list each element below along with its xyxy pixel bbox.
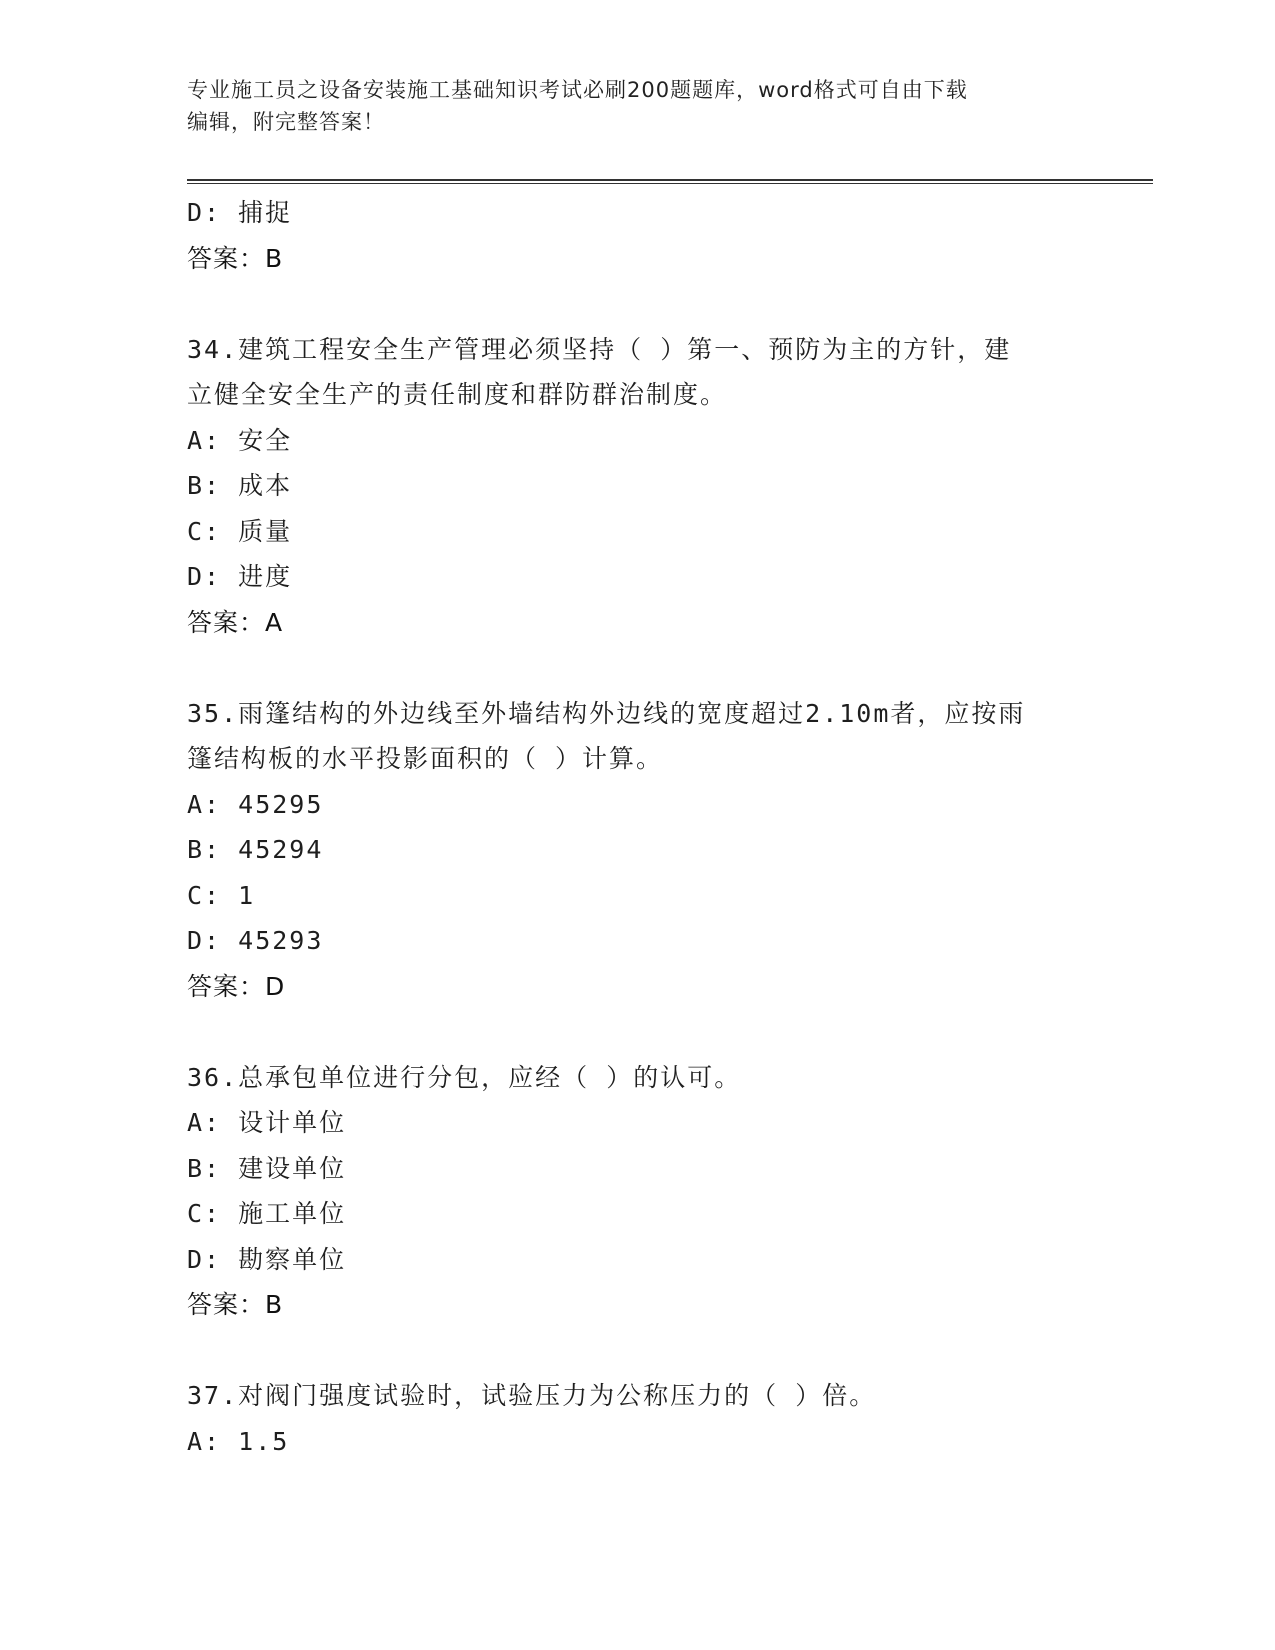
question-36 bbox=[187, 1055, 1147, 1328]
option-d: D: 勘察单位 bbox=[187, 1244, 347, 1274]
answer: 答案：D bbox=[187, 971, 286, 1001]
question-35 bbox=[187, 691, 1147, 1010]
option-a: A: 1.5 bbox=[187, 1426, 290, 1456]
question-34 bbox=[187, 327, 1147, 646]
header-title-line-2: 编辑，附完整答案！ bbox=[187, 110, 385, 134]
prev-answer: 答案：B bbox=[187, 243, 284, 273]
option-a: A: 设计单位 bbox=[187, 1108, 347, 1137]
question-stem-cont: 篷结构板的水平投影面积的（ ）计算。 bbox=[187, 744, 664, 773]
question-37 bbox=[187, 1373, 1147, 1464]
option-c: C: 质量 bbox=[187, 516, 293, 546]
answer: 答案：A bbox=[187, 607, 284, 637]
question-stem: 37.对阀门强度试验时，试验压力为公称压力的（ ）倍。 bbox=[187, 1381, 877, 1410]
question-list bbox=[187, 190, 1147, 1464]
spacer bbox=[187, 1009, 1147, 1055]
option-b: B: 成本 bbox=[187, 471, 293, 500]
option-d: D: 进度 bbox=[187, 562, 293, 591]
question-stem: 36.总承包单位进行分包，应经（ ）的认可。 bbox=[187, 1062, 742, 1092]
option-b: B: 45294 bbox=[187, 835, 324, 864]
answer: 答案：B bbox=[187, 1290, 284, 1319]
option-d: D: 45293 bbox=[187, 926, 324, 955]
spacer bbox=[187, 1328, 1147, 1374]
question-stem: 34.建筑工程安全生产管理必须坚持（ ）第一、预防为主的方针，建 bbox=[187, 334, 1012, 364]
question-stem-cont: 立健全安全生产的责任制度和群防群治制度。 bbox=[187, 380, 728, 409]
question-stem: 35.雨篷结构的外边线至外墙结构外边线的宽度超过2.10m者，应按雨 bbox=[187, 698, 1026, 728]
option-a: A: 安全 bbox=[187, 425, 293, 455]
option-a: A: 45295 bbox=[187, 789, 324, 819]
spacer bbox=[187, 645, 1147, 691]
header-divider bbox=[187, 179, 1153, 184]
prev-option-d: D: 捕捉 bbox=[187, 198, 293, 227]
document-header bbox=[187, 74, 1087, 138]
option-c: C: 施工单位 bbox=[187, 1199, 347, 1228]
option-c: C: 1 bbox=[187, 880, 256, 910]
spacer bbox=[187, 281, 1147, 327]
header-title-line-1: 专业施工员之设备安装施工基础知识考试必刷200题题库，word格式可自由下载 bbox=[187, 78, 968, 102]
option-b: B: 建设单位 bbox=[187, 1153, 347, 1183]
